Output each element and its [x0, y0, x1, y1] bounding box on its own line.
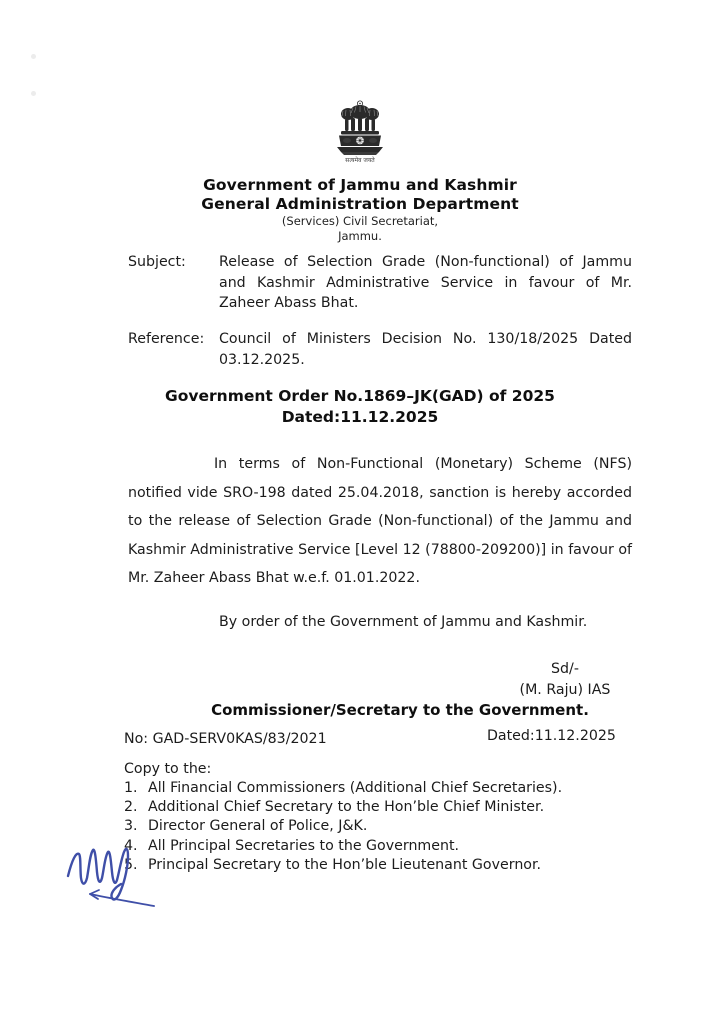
list-item — [124, 837, 644, 856]
subject-text: Release of Selection Grade (Non-functional) of Jammu and Kashmir Administrative Service in favour of Mr. Zaheer Abass Bhat. — [219, 254, 632, 311]
india-state-emblem-icon — [331, 99, 389, 171]
signature-block — [420, 659, 710, 701]
reference-text: Council of Ministers Decision No. 130/18/2025 Dated 03.12.2025. — [219, 331, 632, 368]
signatory-designation: Commissioner/Secretary to the Government. — [211, 701, 589, 719]
scan-artifact-speck — [31, 54, 36, 59]
org-address-line-2: Jammu. — [338, 229, 382, 243]
file-number: No: GAD-SERV0KAS/83/2021 — [124, 731, 327, 747]
list-item-number: 5. — [124, 856, 138, 873]
list-item — [124, 856, 644, 875]
reference-label: Reference: — [128, 331, 205, 347]
list-item-label: Director General of Police, J&K. — [148, 818, 368, 835]
list-item-number: 4. — [124, 837, 138, 854]
order-number: Government Order No.1869–JK(GAD) of 2025 — [165, 387, 555, 405]
order-title — [0, 386, 720, 428]
list-item — [124, 817, 644, 836]
signatory-name: (M. Raju) IAS — [519, 682, 611, 698]
list-item-number: 3. — [124, 818, 138, 835]
copy-to-heading: Copy to the: — [124, 761, 212, 777]
handwritten-signature-icon — [66, 836, 176, 918]
scan-artifact-speck — [31, 91, 36, 96]
order-date: Dated:11.12.2025 — [281, 408, 439, 426]
list-item — [124, 779, 644, 798]
file-dated: Dated:11.12.2025 — [487, 728, 616, 744]
list-item-label: All Principal Secretaries to the Government. — [148, 837, 460, 854]
order-body-paragraph — [128, 450, 632, 593]
copy-to-list — [124, 779, 644, 875]
by-order-line: By order of the Government of Jammu and Kashmir. — [219, 614, 588, 630]
org-address-line-1: (Services) Civil Secretariat, — [281, 214, 439, 228]
list-item-label: Additional Chief Secretary to the Hon’ble Chief Minister. — [148, 799, 545, 816]
list-item-label: Principal Secretary to the Hon’ble Lieutenant Governor. — [148, 856, 542, 873]
subject-block — [128, 252, 632, 314]
org-name-line-2: General Administration Department — [201, 195, 519, 213]
subject-label: Subject: — [128, 254, 186, 270]
order-body-text: In terms of Non-Functional (Monetary) Scheme (NFS) notified vide SRO-198 dated 25.04.2018, sanction is hereby accorded to the release of Selection Grade (Non-functional) of the Jammu and Kashmir Administrative Service [Level 12 (78800-209200)] in favour of Mr. Zaheer Abass Bhat w.e.f. 01.01.2022. — [128, 456, 632, 586]
list-item — [124, 798, 644, 817]
reference-block — [128, 329, 632, 370]
list-item-number: 2. — [124, 799, 138, 816]
list-item-label: All Financial Commissioners (Additional Chief Secretaries). — [148, 780, 563, 796]
org-name-line-1: Government of Jammu and Kashmir — [203, 176, 517, 194]
document-header — [0, 99, 720, 244]
list-item-number: 1. — [124, 780, 138, 796]
svg-text:सत्यमेव जयते: सत्यमेव जयते — [345, 157, 375, 164]
signature-sd: Sd/- — [551, 661, 579, 677]
